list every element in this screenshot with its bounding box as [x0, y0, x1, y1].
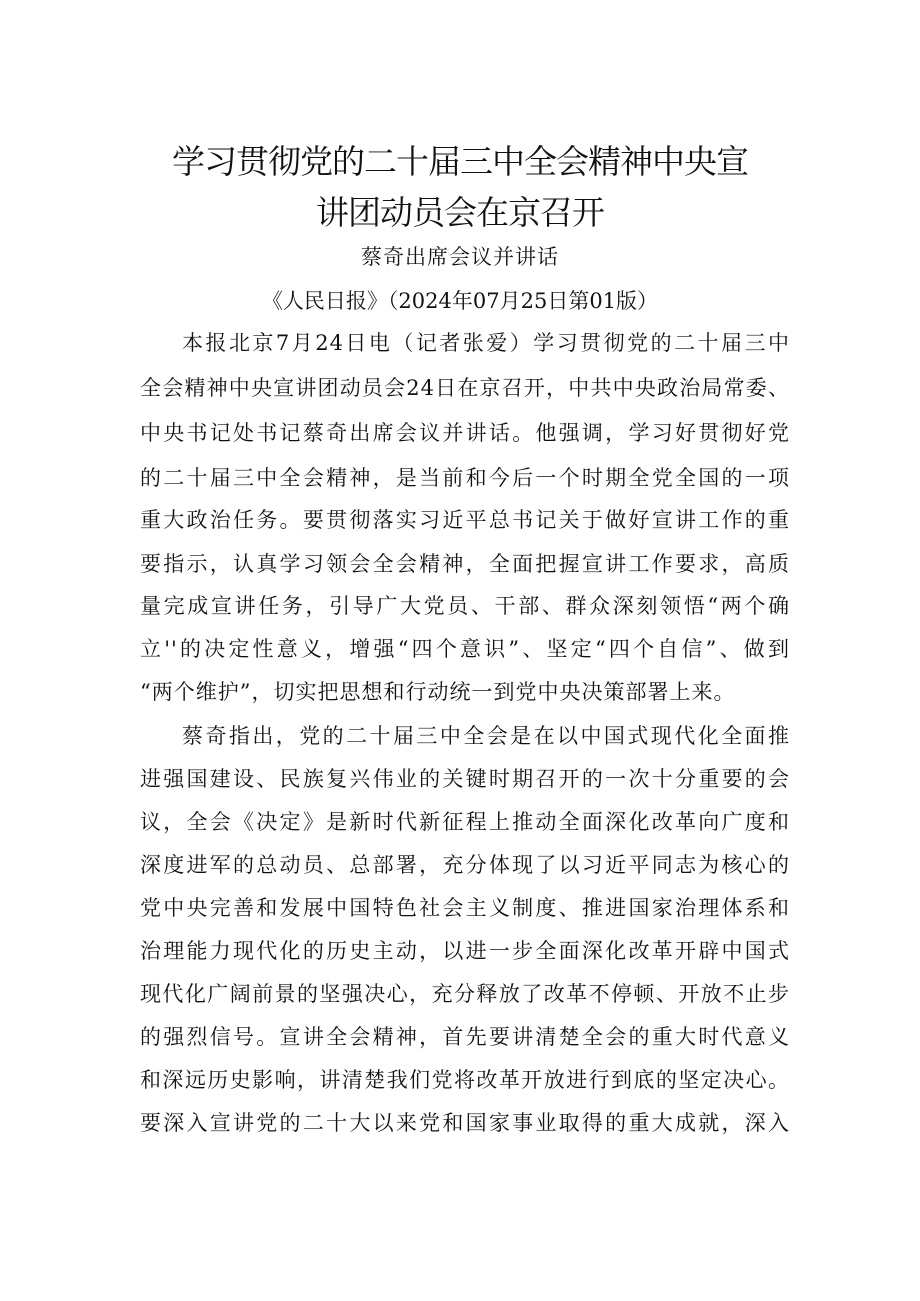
article-title-line-1: 学习贯彻党的二十届三中全会精神中央宣: [172, 142, 748, 181]
paragraph-2-line: 进强国建设、民族复兴伟业的关键时期召开的一次十分重要的会: [140, 767, 790, 791]
paragraph-1-line: 量完成宣讲任务，引导广大党员、干部、群众深刻领悟“两个确: [140, 594, 790, 618]
article-source: 《人民日报》（2024年07月25日第01版）: [261, 289, 659, 313]
paragraph-2-line: 要深入宣讲党的二十大以来党和国家事业取得的重大成就，深入: [140, 1111, 790, 1135]
paragraph-1-line: 重大政治任务。要贯彻落实习近平总书记关于做好宣讲工作的重: [140, 508, 790, 532]
article-title-line-2: 讲团动员会在京召开: [316, 193, 604, 232]
paragraph-1-line: 中央书记处书记蔡奇出席会议并讲话。他强调，学习好贯彻好党: [140, 421, 790, 445]
paragraph-2-line: 议，全会《决定》是新时代新征程上推动全面深化改革向广度和: [140, 810, 790, 834]
article-subtitle: 蔡奇出席会议并讲话: [361, 245, 559, 269]
paragraph-1-line: 立''的决定性意义，增强“四个意识”、坚定“四个自信”、做到: [140, 637, 790, 661]
paragraph-2-line: 现代化广阔前景的坚强决心，充分释放了改革不停顿、开放不止步: [140, 982, 790, 1006]
paragraph-1-line: “两个维护”，切实把思想和行动统一到党中央决策部署上来。: [140, 680, 736, 704]
paragraph-1-line: 要指示，认真学习领会全会精神，全面把握宣讲工作要求，高质: [140, 552, 790, 576]
paragraph-2-line: 治理能力现代化的历史主动，以进一步全面深化改革开辟中国式: [140, 939, 790, 963]
paragraph-1-line: 本报北京7月24日电（记者张爱）学习贯彻党的二十届三中: [182, 331, 790, 355]
paragraph-2-line: 党中央完善和发展中国特色社会主义制度、推进国家治理体系和: [140, 896, 790, 920]
paragraph-2-line: 和深远历史影响，讲清楚我们党将改革开放进行到底的坚定决心。: [140, 1068, 790, 1092]
paragraph-1-line: 全会精神中央宣讲团动员会24日在京召开，中共中央政治局常委、: [140, 376, 790, 400]
paragraph-2-line: 深度进军的总动员、总部署，充分体现了以习近平同志为核心的: [140, 853, 790, 877]
paragraph-2-line: 的强烈信号。宣讲全会精神，首先要讲清楚全会的重大时代意义: [140, 1025, 790, 1049]
paragraph-1-line: 的二十届三中全会精神，是当前和今后一个时期全党全国的一项: [140, 466, 790, 490]
paragraph-2-line: 蔡奇指出，党的二十届三中全会是在以中国式现代化全面推: [182, 724, 790, 748]
